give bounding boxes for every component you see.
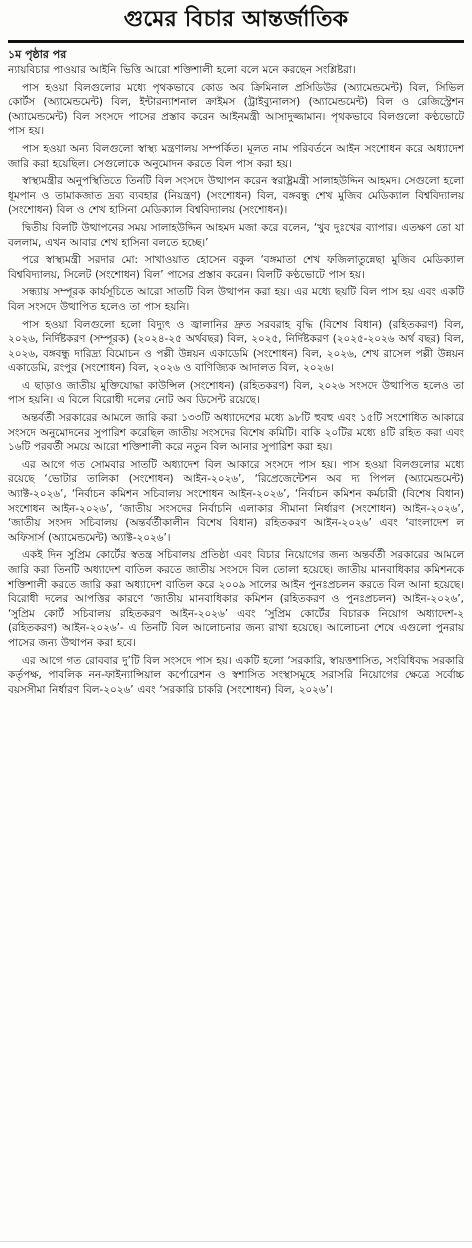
paragraph: পাস হওয়া বিলগুলোর মধ্যে পৃথকভাবে কোড অব ক্রিমিনাল প্রসিডিউর (অ্যামেন্ডমেন্ট) বিল, সিভিল কোর্টস (অ্যামেন্ডমেন্ট) বিল, ইন্টারন্যাশনাল ক্রাইমস (ট্রাইব্যুনালস) (অ্যামেন্ডমেন্ট) বিল ও রেজিস্ট্রেশন (অ্যামেন্ডমেন্ট) বিল সংসদে পাসের প্রস্তাব করেন আইনমন্ত্রী আসাদুজ্জামান। পৃথকভাবে বিলগুলো কণ্ঠভোটে পাস হয়।: [8, 81, 464, 138]
headline-rule: [8, 40, 464, 43]
article-body: [0, 47, 472, 697]
paragraph: স্বাস্থ্যমন্ত্রীর অনুপস্থিতিতে তিনটি বিল সংসদে উত্থাপন করেন স্বরাষ্ট্রমন্ত্রী সালাহউদ্দিন আহমদ। সেগুলো হলো ধূমপান ও তামাকজাত দ্রব্য ব্যবহার (নিয়ন্ত্রণ) (সংশোধন) বিল, বঙ্গবন্ধু শেখ মুজিব মেডিক্যাল বিশ্ববিদ্যালয় (সংশোধন) বিল ও শেখ হাসিনা মেডিক্যাল বিশ্ববিদ্যালয় (সংশোধন)।: [8, 175, 464, 217]
paragraph: ন্যায়বিচার পাওয়ার আইনি ভিত্তি আরো শক্তিশালী হলো বলে মনে করছেন সংশ্লিষ্টরা।: [8, 64, 356, 76]
paragraph: একই দিন সুপ্রিম কোর্টের স্বতন্ত্র সচিবালয় প্রতিষ্ঠা এবং বিচার নিয়োগের জন্য অন্তর্বর্তী সরকারের আমলে জারি করা তিনটি অধ্যাদেশ বাতিল করতে জাতীয় সংসদে বিল তোলা হয়েছে। জাতীয় মানবাধিকার কমিশনকে শক্তিশালী করতে জারি করা অধ্যাদেশ বাতিল করে ২০০৯ সালের আইন পুনঃপ্রচলন করতে বিল আনা হয়েছে। বিরোধী দলের আপত্তির কারণে ‘জাতীয় মানবাধিকার কমিশন (রহিতকরণ ও পুনঃপ্রচলন) আইন-২০২৬’, ‘সুপ্রিম কোর্ট সচিবালয় রহিতকরণ আইন-২০২৬’ এবং ‘সুপ্রিম কোর্টের বিচারক নিয়োগ অধ্যাদেশ-২ (রহিতকরণ) আইন-২০২৬’- এ তিনটি বিল আলোচনার জন্য রাখা হয়েছে। আলোচনা শেষে এগুলো পুনরায় পাসের জন্য উত্থাপন করা হবে।: [8, 549, 464, 649]
headline: গুমের বিচার আন্তর্জাতিক: [123, 7, 349, 32]
paragraph: পাস হওয়া অন্য বিলগুলো স্বাস্থ্য মন্ত্রণালয় সম্পর্কিত। মূলত নাম পরিবর্তনে আইন সংশোধন করে অধ্যাদেশ জারি করা হয়েছিল। সেগুলোকে অনুমোদন করতে বিল পাস করা হয়।: [8, 142, 464, 170]
paragraph: এর আগে গত রোববার দু’টি বিল সংসদে পাস হয়। একটি হলো ‘সরকারি, স্বায়ত্তশাসিত, সংবিধিবদ্ধ সরকারি কর্তৃপক্ষ, পাবলিক নন-ফাইন্যান্সিয়াল কর্পোরেশন ও স্বশাসিত সংস্থাসমূহে সরাসরি নিয়োগের ক্ষেত্রে সর্বোচ্চ বয়সসীমা নির্ধারণ বিল-২০২৬’ এবং ‘সরকারি চাকরি (সংশোধন) বিল, ২০২৬’।: [8, 654, 464, 696]
paragraph: সন্ধ্যায় সম্পূরক কার্যসূচিতে আরো সাতটি বিল উত্থাপন করা হয়। এর মধ্যে ছয়টি বিল পাস হয় এবং একটি বিল সংসদে উত্থাপিত হলেও তা পাস হয়নি।: [8, 286, 464, 313]
paragraph: পাস হওয়া বিলগুলো হলো বিদ্যুৎ ও জ্বালানির দ্রুত সরবরাহ বৃদ্ধি (বিশেষ বিধান) (রহিতকরণ) বিল, ২০২৬, নির্দিষ্টকরণ (সম্পূরক) (২০২৪-২৫ অর্থবছর) বিল, ২০২৫, নির্দিষ্টকরণ (২০২৫-২০২৬ অর্থ বছর) বিল, ২০২৬, বঙ্গবন্ধু দারিদ্র্য বিমোচন ও পল্লী উন্নয়ন একাডেমি (সংশোধন) বিল, ২০২৬, শেখ রাসেল পল্লী উন্নয়ন একাডেমি, রংপুর (সংশোধন) বিল, ২০২৬ ও বাণিজ্যিক আদালত বিল, ২০২৬।: [8, 318, 464, 375]
paragraph: এ ছাড়াও জাতীয় মুক্তিযোদ্ধা কাউন্সিল (সংশোধন) (রহিতকরণ) বিল, ২০২৬ সংসদে উত্থাপিত হলেও তা পাস হয়নি। এ বিলে বিরোধী দলের নোট অব ডিসেন্ট রয়েছে।: [8, 379, 464, 407]
paragraph: দ্বিতীয় বিলটি উত্থাপনের সময় সালাহউদ্দিন আহমদ মজা করে বলেন, ‘খুব দুঃখের ব্যাপার। এতক্ষণ তো যা বললাম, এখন আবার শেখ হাসিনা বলতে হচ্ছে।’: [8, 221, 464, 249]
clipping-bottom-edge: [0, 1241, 472, 1248]
paragraph: এর আগে গত সোমবার সাতটি অধ্যাদেশ বিল আকারে সংসদে পাস হয়। পাস হওয়া বিলগুলোর মধ্যে রয়েছে ‘ভোটার তালিকা (সংশোধন) আইন-২০২৬’, ‘রিপ্রেজেন্টেশন অব দ্য পিপল (অ্যামেন্ডমেন্ট) অ্যাক্ট-২০২৬’, ‘নির্বাচন কমিশন সচিবালয় সংশোধন আইন-২০২৬’, ‘নির্বাচন কমিশন কর্মচারী (বিশেষ বিধান) সংশোধন আইন-২০২৬’, ‘জাতীয় সংসদের নির্বাচনি এলাকার সীমানা নির্ধারণ (সংশোধন) আইন-২০২৬’, ‘জাতীয় সংসদ সচিবালয় (অন্তর্বর্তীকালীন বিশেষ বিধান) রহিতকরণ আইন-২০২৬’ এবং ‘বাংলাদেশ ল অফিসার্স (অ্যামেন্ডমেন্ট) অ্যাক্ট-২০২৬’।: [8, 458, 464, 544]
paragraph: পরে স্বাস্থ্যমন্ত্রী সরদার মো: সাখাওয়াত হোসেন বকুল ‘বঙ্গমাতা শেখ ফজিলাতুন্নেছা মুজিব মেডিক্যাল বিশ্ববিদ্যালয়, সিলেট (সংশোধন) বিল’ পাসের প্রস্তাব করেন। বিলটি কণ্ঠভোটে পাস হয়।: [8, 254, 464, 281]
continued-from-label: ১ম পৃষ্ঠার পর: [8, 48, 67, 61]
paragraph: অন্তর্বর্তী সরকারের আমলে জারি করা ১৩৩টি অধ্যাদেশের মধ্যে ৯৮টি হুবহু এবং ১৫টি সংশোধিত আকারে সংসদে অনুমোদনের সুপারিশ করেছিল জাতীয় সংসদের বিশেষ কমিটি। বাকি ২০টির মধ্যে ৪টি রহিত করা এবং ১৬টি পরবর্তী সময়ে আরো শক্তিশালী করে নতুন বিল আনার সুপারিশ করা হয়।: [8, 412, 464, 454]
